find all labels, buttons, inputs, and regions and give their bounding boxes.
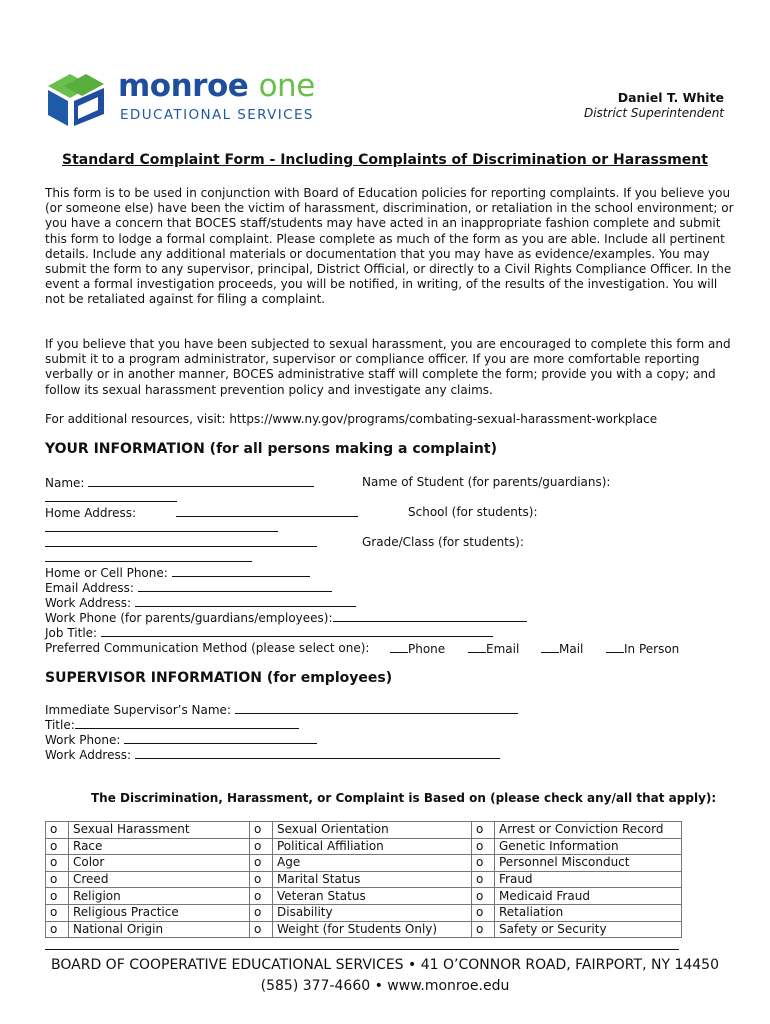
checkbox-icon[interactable]: o: [46, 871, 69, 888]
phone-field[interactable]: Home or Cell Phone:: [45, 565, 310, 580]
method-option-mail[interactable]: Mail: [541, 641, 583, 656]
home-address-line-4[interactable]: [45, 550, 252, 565]
basis-row: [46, 904, 682, 921]
basis-option-label: Sexual Harassment: [69, 822, 250, 839]
basis-option-label: Creed: [69, 871, 250, 888]
basis-option-label: Veteran Status: [273, 888, 472, 905]
basis-option-label: Sexual Orientation: [273, 822, 472, 839]
checkbox-icon[interactable]: o: [46, 888, 69, 905]
basis-option-label: Race: [69, 838, 250, 855]
intro-paragraph-2: If you believe that you have been subjected to sexual harassment, you are encouraged to complete this form and submit it to a program administrator, supervisor or compliance officer. If you are more comfortable reporting verbally or in another manner, BOCES administrative staff will complete the form; provide you with a copy; and follow its sexual harassment prevention policy and investigate any claims.: [45, 337, 731, 397]
checkbox-icon[interactable]: o: [250, 838, 273, 855]
basis-row: [46, 855, 682, 872]
footer-divider: [45, 949, 679, 950]
checkbox-icon[interactable]: o: [472, 888, 495, 905]
basis-row: [46, 921, 682, 938]
basis-option-label: Genetic Information: [495, 838, 682, 855]
preferred-method-label: Preferred Communication Method (please select one):: [45, 641, 370, 655]
footer-contact: (585) 377-4660 • www.monroe.edu: [260, 978, 510, 994]
basis-row: [46, 888, 682, 905]
checkbox-icon[interactable]: o: [472, 838, 495, 855]
checkbox-icon[interactable]: o: [250, 871, 273, 888]
grade-field[interactable]: Grade/Class (for students):: [362, 535, 524, 549]
checkbox-icon[interactable]: o: [46, 822, 69, 839]
basis-option-label: Religion: [69, 888, 250, 905]
basis-option-label: Marital Status: [273, 871, 472, 888]
brand-name: monroe one: [118, 68, 315, 104]
superintendent-title: District Superintendent: [583, 106, 724, 120]
basis-option-label: Political Affiliation: [273, 838, 472, 855]
checkbox-icon[interactable]: o: [472, 904, 495, 921]
superintendent-name: Daniel T. White: [617, 90, 724, 105]
basis-row: [46, 871, 682, 888]
brand-subtitle: EDUCATIONAL SERVICES: [120, 107, 314, 123]
basis-option-label: Age: [273, 855, 472, 872]
basis-row: [46, 838, 682, 855]
checkbox-icon[interactable]: o: [472, 822, 495, 839]
your-information-heading: YOUR INFORMATION (for all persons making a complaint): [45, 441, 497, 457]
basis-option-label: Arrest or Conviction Record: [495, 822, 682, 839]
checkbox-icon[interactable]: o: [250, 904, 273, 921]
basis-option-label: Fraud: [495, 871, 682, 888]
checkbox-icon[interactable]: o: [250, 855, 273, 872]
basis-row: [46, 822, 682, 839]
monroe-one-logo-icon: [44, 70, 108, 130]
basis-option-label: Weight (for Students Only): [273, 921, 472, 938]
supervisor-name-field[interactable]: Immediate Supervisor’s Name:: [45, 702, 518, 717]
work-address-field[interactable]: Work Address:: [45, 595, 356, 610]
basis-checklist-table: [45, 821, 682, 938]
basis-option-label: National Origin: [69, 921, 250, 938]
checkbox-icon[interactable]: o: [46, 855, 69, 872]
method-option-phone[interactable]: Phone: [390, 641, 445, 656]
supervisor-address-field[interactable]: Work Address:: [45, 747, 500, 762]
job-title-field[interactable]: Job Title:: [45, 625, 493, 640]
student-name-field[interactable]: Name of Student (for parents/guardians):: [362, 475, 611, 489]
form-title: Standard Complaint Form - Including Complaints of Discrimination or Harassment: [62, 152, 708, 168]
checkbox-icon[interactable]: o: [46, 904, 69, 921]
email-field[interactable]: Email Address:: [45, 580, 332, 595]
supervisor-phone-field[interactable]: Work Phone:: [45, 732, 317, 747]
basis-option-label: Safety or Security: [495, 921, 682, 938]
home-address-line-3[interactable]: [45, 535, 317, 550]
checkbox-icon[interactable]: o: [250, 888, 273, 905]
basis-option-label: Medicaid Fraud: [495, 888, 682, 905]
checkbox-icon[interactable]: o: [472, 921, 495, 938]
basis-option-label: Personnel Misconduct: [495, 855, 682, 872]
checkbox-icon[interactable]: o: [46, 921, 69, 938]
method-option-email[interactable]: Email: [468, 641, 519, 656]
checkbox-icon[interactable]: o: [472, 871, 495, 888]
supervisor-title-field[interactable]: Title:: [45, 717, 299, 732]
basis-option-label: Disability: [273, 904, 472, 921]
checkbox-icon[interactable]: o: [250, 921, 273, 938]
checkbox-icon[interactable]: o: [46, 838, 69, 855]
checkbox-icon[interactable]: o: [472, 855, 495, 872]
home-address-line-2[interactable]: [45, 520, 278, 535]
intro-paragraph-1: This form is to be used in conjunction with Board of Education policies for reporting complaints. If you believe you (or someone else) have been the victim of harassment, discrimination, or retaliation in the school environment; or you have a concern that BOCES staff/students may have acted in an inappropriate fashion complete and submit this form to lodge a formal complaint. Please complete as much of the form as you are able. Include all pertinent details. Include any additional materials or documentation that you may have as evidence/examples. You may submit the form to any supervisor, principal, District Official, or directly to a Civil Rights Compliance Officer. In the event a formal investigation proceeds, you will be notified, in writing, of the results of the investigation. You will not be retaliated against for filing a complaint.: [45, 186, 734, 307]
basis-option-label: Color: [69, 855, 250, 872]
supervisor-information-heading: SUPERVISOR INFORMATION (for employees): [45, 670, 393, 686]
resources-line: For additional resources, visit: https://www.ny.gov/programs/combating-sexual-harassment-workplace: [45, 412, 658, 426]
basis-option-label: Retaliation: [495, 904, 682, 921]
basis-option-label: Religious Practice: [69, 904, 250, 921]
home-address-field[interactable]: Home Address:: [45, 505, 358, 520]
name-field-continued[interactable]: [45, 490, 177, 505]
name-field[interactable]: Name:: [45, 475, 314, 490]
checkbox-icon[interactable]: o: [250, 822, 273, 839]
footer-address: BOARD OF COOPERATIVE EDUCATIONAL SERVICES • 41 O’CONNOR ROAD, FAIRPORT, NY 14450: [51, 957, 719, 973]
method-option-in-person[interactable]: In Person: [606, 641, 679, 656]
school-field[interactable]: School (for students):: [408, 505, 538, 519]
work-phone-field[interactable]: Work Phone (for parents/guardians/employees):: [45, 610, 527, 625]
basis-heading: The Discrimination, Harassment, or Complaint is Based on (please check any/all that apply):: [91, 791, 717, 805]
